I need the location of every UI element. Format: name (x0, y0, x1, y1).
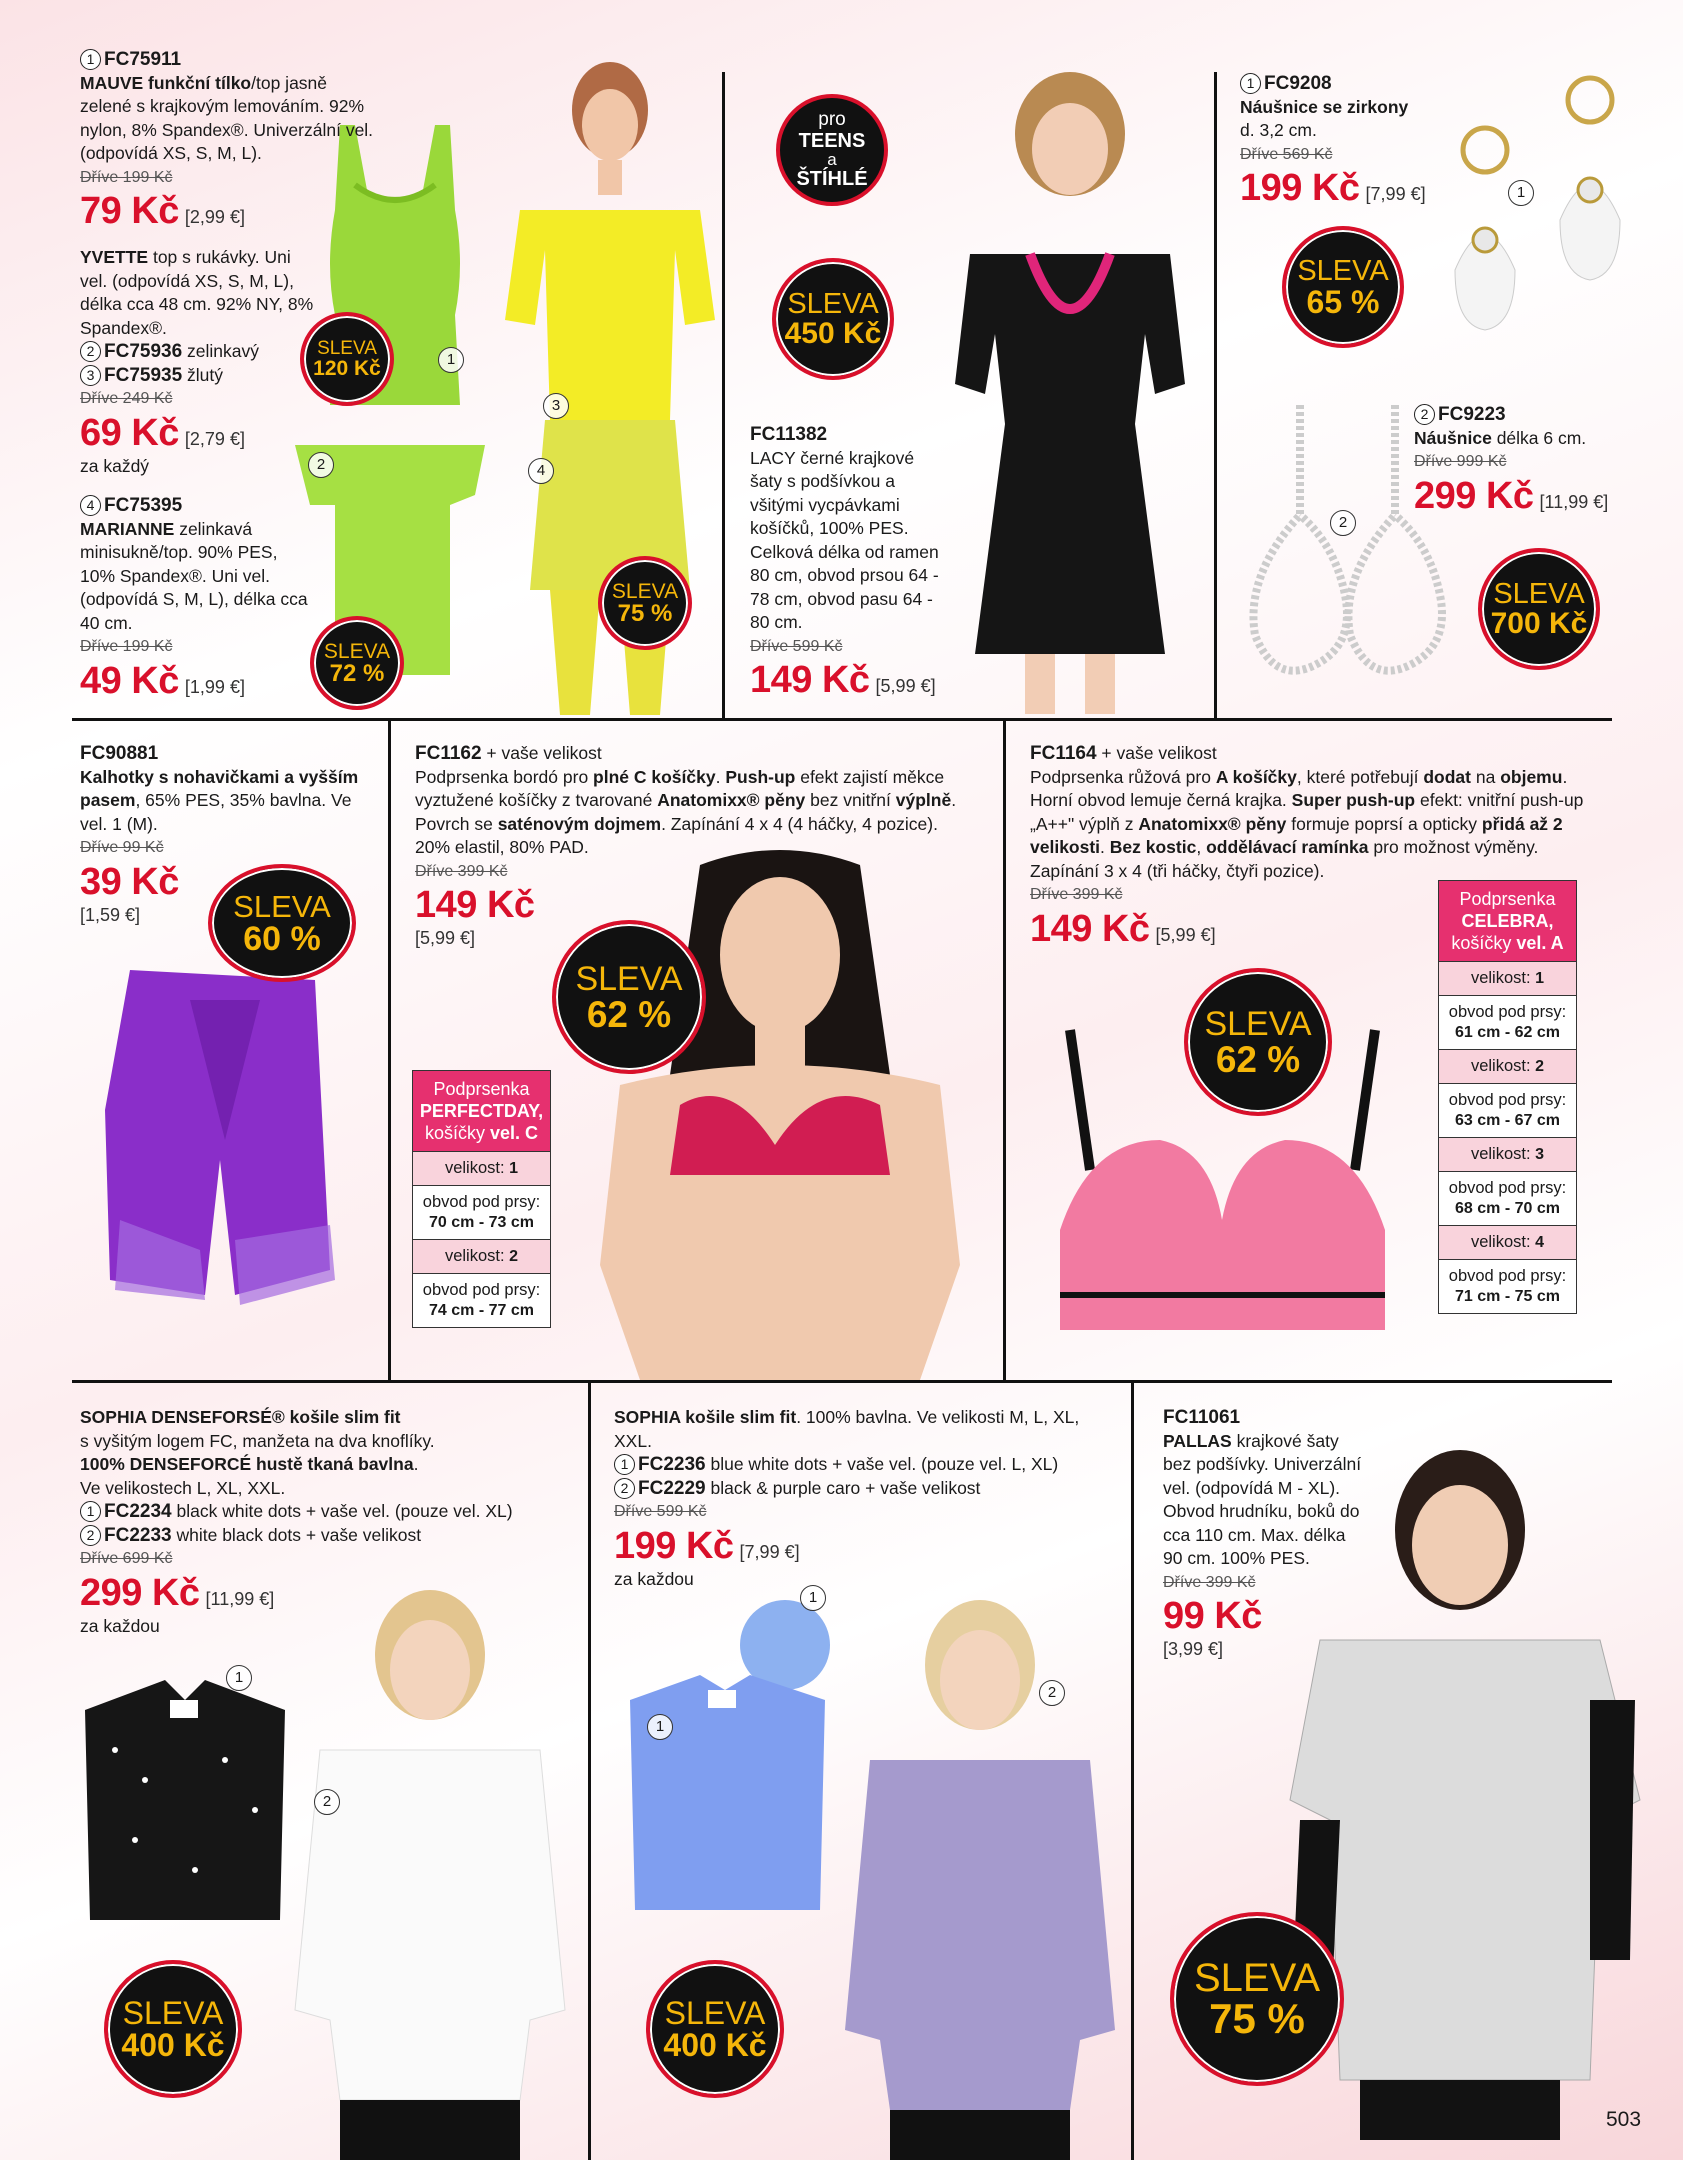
divider-v-5 (588, 1382, 591, 2160)
size-table-celebra (1438, 880, 1577, 1314)
product-desc: s vyšitým logem FC, manžeta na dva knoflíky. (80, 1430, 435, 1451)
size-value: 2 (1535, 1058, 1545, 1075)
product-code: FC9223 (1438, 404, 1506, 425)
fc1162-block (415, 742, 960, 951)
desc-bold: Push-up (725, 766, 796, 787)
desc-bold: Anatomixx® pěny (657, 790, 806, 810)
box-line: Podprsenka (1459, 889, 1556, 909)
size-row (413, 1151, 550, 1185)
price-eur: [3,99 €] (1163, 1639, 1224, 1659)
price: 299 Kč (1414, 474, 1534, 517)
size-table-header (413, 1071, 550, 1151)
old-price: Dříve 999 Kč (1414, 453, 1507, 470)
old-price: Dříve 399 Kč (1030, 886, 1123, 903)
box-line-bold: CELEBRA, (1461, 911, 1554, 931)
product-code: FC1164 (1030, 743, 1097, 764)
desc-bold: plné C košíčky (593, 766, 716, 787)
teens-line1: pro (818, 109, 846, 130)
badge-value: 450 Kč (784, 316, 882, 350)
badge-label: SLEVA (233, 888, 331, 924)
variant-number: 3 (80, 365, 101, 386)
product-code: FC11061 (1163, 1407, 1241, 1428)
teens-line2: TEENS (798, 130, 866, 152)
product-desc: d. 3,2 cm. (1240, 120, 1317, 140)
desc-part: . Zapínání 4 x 4 (4 háčky, 4 pozice). 20% elastil, 80% PAD. (415, 813, 938, 857)
teens-badge (776, 94, 888, 206)
badge-label: SLEVA (1194, 1956, 1320, 2000)
price-eur: [7,99 €] (1365, 184, 1426, 204)
product-desc: . 100% bavlna. Ve velikosti M, L, XL, XXL. (614, 1407, 1080, 1451)
range-label: obvod pod prsy: (422, 1281, 541, 1299)
product-sizes: Ve velikostech L, XL, XXL. (80, 1477, 286, 1498)
desc-bold: Anatomixx® pěny (1138, 813, 1287, 834)
product-desc: délka 6 cm. (1496, 427, 1587, 448)
old-price: Dříve 99 Kč (80, 839, 164, 856)
variant-code: FC75936 (104, 341, 183, 362)
product-code: FC75395 (104, 495, 183, 516)
product-name: MAUVE funkční tílko (80, 72, 252, 93)
price-eur: [2,79 €] (184, 428, 245, 449)
size-row (1439, 961, 1576, 995)
product-name: MARIANNE (80, 518, 175, 539)
price: 149 Kč (750, 659, 870, 701)
marker-2: 2 (314, 1789, 340, 1815)
desc-part: na (1471, 766, 1501, 787)
variant-color: zelinkavý (187, 341, 260, 361)
discount-badge-fc9208 (1282, 226, 1404, 348)
variant-code: FC2233 (104, 1524, 172, 1546)
marker-2: 2 (308, 452, 334, 478)
desc-bold: přidá až 2 velikosti (1030, 813, 1563, 857)
discount-badge-fc90881 (208, 864, 356, 982)
product-desc: krajkové šaty bez podšívky. Univerzální vel. (odpovídá M - XL). Obvod hrudníku, boků do cca 110 cm. Max. délka 90 cm. 100% PES. (1163, 1430, 1362, 1568)
marker-4: 4 (528, 458, 554, 484)
price: 149 Kč (1030, 907, 1150, 950)
range-value: 68 cm - 70 cm (1455, 1200, 1560, 1217)
product-desc: zelinkavá minisukně/top. 90% PES, 10% Spandex®. Uni vel. (odpovídá S, M, L), délka cca 40 cm. (80, 518, 308, 633)
size-label: velikost: (444, 1159, 510, 1177)
range-value: 74 cm - 77 cm (429, 1302, 534, 1319)
badge-label: SLEVA (1204, 1004, 1312, 1043)
badge-value: 75 % (1209, 1995, 1305, 2042)
product-name: SOPHIA košile slim fit (614, 1407, 797, 1427)
white-shirt-model-image (280, 1580, 580, 2160)
fc9223-block (1414, 403, 1634, 518)
desc-part: Podprsenka bordó pro (415, 766, 594, 787)
size-row (1439, 995, 1576, 1049)
discount-badge-top (310, 616, 404, 710)
product-name: YVETTE (80, 247, 149, 267)
price-eur: [7,99 €] (739, 1541, 800, 1562)
range-label: obvod pod prsy: (1448, 1179, 1567, 1197)
size-value: 2 (509, 1248, 519, 1265)
product-code: FC75911 (104, 49, 182, 70)
price-eur: [11,99 €] (205, 1588, 275, 1609)
old-price: Dříve 569 Kč (1240, 145, 1333, 163)
product-desc: , 65% PES, 35% bavlna. Ve vel. 1 (M). (80, 790, 352, 834)
variant-number: 1 (80, 1501, 101, 1522)
discount-badge-fc1164 (1184, 968, 1332, 1116)
size-row (1439, 1225, 1576, 1259)
size-row (1439, 1259, 1576, 1313)
box-line-bold: vel. C (489, 1123, 539, 1143)
sophia-block (614, 1406, 1114, 1591)
fc9208-block (1240, 72, 1460, 210)
discount-badge-lacy (772, 258, 894, 380)
product-material: 100% DENSEFORCÉ hustě tkaná bavlna (80, 1454, 414, 1474)
product-desc: /top jasně zelené s krajkovým lemováním. 92% nylon, 8% Spandex®. Univerzální vel. (odpovídá XS, S, M, L). (80, 72, 374, 163)
size-value: 3 (1535, 1146, 1545, 1163)
marker-2: 2 (1039, 1680, 1065, 1706)
size-row (1439, 1171, 1576, 1225)
purple-check-shirt-model-image (830, 1590, 1130, 2160)
marker-1: 1 (226, 1665, 252, 1691)
black-dress-model-image (930, 64, 1210, 714)
range-label: obvod pod prsy: (1448, 1091, 1567, 1109)
box-line: Podprsenka (433, 1079, 530, 1099)
teens-line4: ŠTÍHLÉ (796, 168, 868, 190)
badge-value: 62 % (586, 993, 672, 1035)
teens-line3: a (827, 150, 837, 169)
desc-bold: oddělávací ramínka (1206, 837, 1369, 857)
desc-bold: saténovým dojmem (497, 813, 662, 834)
price-eur: [1,99 €] (184, 676, 245, 697)
size-label: velikost: (1470, 969, 1536, 987)
price-eur: [11,99 €] (1539, 491, 1609, 512)
size-row (413, 1239, 550, 1273)
divider-v-2 (1214, 72, 1217, 720)
earrings-zircon-image (1430, 70, 1630, 360)
fc75395-block (80, 494, 310, 703)
badge-value: 120 Kč (313, 357, 381, 380)
badge-label: SLEVA (575, 959, 683, 998)
price: 299 Kč (80, 1571, 200, 1614)
badge-label: SLEVA (323, 639, 391, 663)
product-code: FC1162 (415, 743, 482, 764)
price: 149 Kč (415, 884, 535, 926)
range-label: obvod pod prsy: (1448, 1003, 1567, 1021)
variant-color: žlutý (187, 364, 224, 385)
variant-number: 2 (1414, 404, 1435, 425)
size-table-header (1439, 881, 1576, 961)
size-row (1439, 1083, 1576, 1137)
discount-badge-fc1162 (552, 920, 706, 1074)
black-dots-shirt-image (75, 1670, 295, 1930)
product-name: SOPHIA DENSEFORSÉ® košile slim fit (80, 1407, 401, 1427)
size-value: 4 (1535, 1234, 1545, 1251)
old-price: Dříve 699 Kč (80, 1550, 173, 1567)
size-label: velikost: (1470, 1145, 1536, 1163)
product-name: LACY (750, 447, 796, 468)
variant-text: white black dots + vaše velikost (176, 1524, 422, 1545)
desc-part: efekt zajistí měkce vyztužené košíčky z tvarované (415, 766, 945, 810)
badge-value: 400 Kč (121, 2027, 225, 2063)
size-note: + vaše velikost (1101, 743, 1217, 763)
price: 69 Kč (80, 411, 179, 454)
variant-number: 1 (80, 49, 101, 70)
box-line-bold: vel. A (1516, 933, 1564, 953)
product-name: Kalhotky s nohavičkami a vyšším pasem (80, 766, 359, 810)
denseforse-block: SOPHIA DENSEFORSÉ® košile slim fit s vyšitým logem FC, manžeta na dva knoflíky. 100% DENSEFORCÉ hustě tkaná bavlna. Ve velikostech L, XL, XXL. 1 FC2234 black white dots + vaše vel. (pouze vel. XL) 2 FC2233 white black dots + vaše velikost Dříve 699 Kč 299 Kč [11,99 €] za každou (80, 1406, 560, 1638)
discount-badge-sophia (646, 1960, 784, 2098)
desc-part: . Povrch se (415, 790, 957, 834)
size-label: velikost: (444, 1247, 510, 1265)
range-value: 70 cm - 73 cm (429, 1214, 534, 1231)
desc-part: . (1100, 837, 1110, 857)
fc11061-block (1163, 1406, 1363, 1662)
price-note: za každý (80, 455, 150, 476)
size-value: 1 (509, 1160, 519, 1177)
size-label: velikost: (1470, 1233, 1536, 1251)
variant-text: black white dots + vaše vel. (pouze vel. XL) (176, 1501, 513, 1521)
fc75911-block (80, 48, 380, 233)
discount-badge-denseforse (104, 1960, 242, 2098)
price-eur: [5,99 €] (415, 928, 476, 948)
price-eur: [2,99 €] (184, 207, 245, 227)
desc-part: . Horní obvod lemuje černá krajka. (1030, 766, 1568, 810)
size-row (1439, 1049, 1576, 1083)
badge-label: SLEVA (611, 579, 679, 603)
marker-1: 1 (438, 347, 464, 373)
variant-number: 1 (1240, 73, 1261, 94)
desc-bold: Bez kostic (1109, 837, 1197, 857)
desc-bold: dodat (1423, 766, 1471, 787)
desc-bold: Super push-up (1291, 790, 1416, 810)
badge-label: SLEVA (122, 1995, 224, 2031)
badge-label: SLEVA (1297, 254, 1389, 287)
price: 199 Kč (614, 1524, 734, 1567)
badge-value: 400 Kč (663, 2027, 767, 2063)
marker-1: 1 (800, 1585, 826, 1611)
size-row (413, 1185, 550, 1239)
old-price: Dříve 599 Kč (750, 637, 843, 655)
product-code: FC11382 (750, 424, 828, 445)
size-row (1439, 1137, 1576, 1171)
variant-number: 4 (80, 495, 101, 516)
box-line: košíčky (1451, 933, 1517, 953)
discount-badge-skirt (598, 556, 692, 650)
variant-code: FC75935 (104, 364, 183, 386)
desc-part: . (715, 766, 726, 787)
variant-text: blue white dots + vaše vel. (pouze vel. L, XL) (710, 1454, 1059, 1474)
size-note: + vaše velikost (486, 743, 602, 763)
purple-shorts-image (90, 960, 350, 1360)
badge-label: SLEVA (1493, 577, 1585, 610)
desc-part: , (1196, 837, 1207, 857)
price: 99 Kč (1163, 1595, 1262, 1637)
desc-bold: A košíčky (1215, 766, 1297, 787)
desc-part: efekt: vnitřní push-up „A++" výplň z (1030, 790, 1584, 834)
size-row (413, 1273, 550, 1327)
product-desc: top s rukávky. Uni vel. (odpovídá XS, S, M, L), délka cca 48 cm. 92% NY, 8% Spandex®. (80, 247, 314, 338)
variant-code: FC2236 (638, 1454, 706, 1475)
badge-label: SLEVA (664, 1995, 766, 2031)
divider-v-3 (388, 720, 391, 1382)
old-price: Dříve 599 Kč (614, 1503, 707, 1520)
range-value: 71 cm - 75 cm (1455, 1288, 1560, 1305)
discount-badge-fc11061 (1170, 1912, 1344, 2086)
variant-number: 2 (80, 1525, 101, 1546)
fc11382-block (750, 423, 950, 702)
divider-h-2 (72, 1380, 1612, 1383)
badge-label: SLEVA (787, 287, 879, 320)
old-price: Dříve 199 Kč (80, 168, 173, 186)
range-label: obvod pod prsy: (422, 1193, 541, 1211)
badge-value: 65 % (1306, 283, 1380, 320)
badge-value: 75 % (617, 599, 673, 627)
variant-number: 2 (614, 1478, 635, 1499)
blue-shirt-image (620, 1590, 830, 1920)
size-label: velikost: (1470, 1057, 1536, 1075)
product-code: FC90881 (80, 743, 159, 764)
price-eur: [5,99 €] (875, 676, 936, 696)
desc-bold: výplně (895, 790, 952, 810)
marker-2: 2 (1330, 510, 1356, 536)
desc-bold: objemu (1500, 766, 1563, 787)
variant-code: FC2229 (638, 1477, 706, 1499)
badge-value: 60 % (243, 919, 321, 958)
badge-value: 62 % (1215, 1038, 1301, 1080)
marker-1: 1 (1508, 180, 1534, 206)
divider-v-4 (1003, 720, 1006, 1382)
variant-number: 1 (614, 1454, 635, 1475)
range-value: 63 cm - 67 cm (1455, 1112, 1560, 1129)
marker-1: 1 (647, 1714, 673, 1740)
old-price: Dříve 399 Kč (415, 862, 508, 880)
price-note: za každou (80, 1615, 160, 1636)
box-line: košíčky (424, 1123, 490, 1143)
product-name: PALLAS (1163, 1430, 1232, 1451)
divider-v-6 (1131, 1382, 1134, 2160)
variant-text: black & purple caro + vaše velikost (710, 1477, 981, 1498)
variant-number: 2 (80, 341, 101, 362)
size-table-perfectday (412, 1070, 551, 1328)
product-code: FC9208 (1264, 73, 1332, 94)
old-price: Dříve 249 Kč (80, 390, 173, 407)
desc-part: pro možnost výměny. Zapínání 3 x 4 (tři háčky, čtyři pozice). (1030, 837, 1539, 881)
page-number: 503 (1606, 2108, 1642, 2131)
badge-label: SLEVA (317, 338, 377, 359)
price: 39 Kč (80, 860, 179, 903)
old-price: Dříve 199 Kč (80, 638, 173, 655)
desc-part: bez vnitřní (805, 790, 896, 810)
product-desc: černé krajkové šaty s podšívkou a všitými vycpávkami košíčků, 100% PES. Celková délka od ramen 80 cm, obvod prsou 64 - 78 cm, obvod pasu 64 - 80 cm. (750, 447, 939, 632)
badge-value: 700 Kč (1490, 606, 1588, 640)
old-price: Dříve 399 Kč (1163, 1573, 1256, 1591)
price-eur: [5,99 €] (1155, 924, 1216, 945)
product-name: Náušnice se zirkony (1240, 96, 1409, 117)
size-value: 1 (1535, 970, 1545, 987)
price: 79 Kč (80, 190, 179, 232)
desc-part: Podprsenka růžová pro (1030, 766, 1216, 787)
variant-code: FC2234 (104, 1501, 172, 1522)
desc-part: formuje poprsí a opticky (1286, 813, 1482, 834)
divider-h-1 (72, 718, 1612, 721)
desc-part: , které potřebují (1296, 766, 1424, 787)
price-eur: [1,59 €] (80, 904, 141, 925)
price: 199 Kč (1240, 167, 1360, 209)
price-note: za každou (614, 1568, 694, 1589)
marker-3: 3 (543, 393, 569, 419)
price: 49 Kč (80, 659, 179, 702)
range-value: 61 cm - 62 cm (1455, 1024, 1560, 1041)
range-label: obvod pod prsy: (1448, 1267, 1567, 1285)
box-line-bold: PERFECTDAY, (419, 1101, 544, 1121)
yvette-block (80, 246, 320, 478)
discount-badge-fc9223 (1478, 548, 1600, 670)
product-name: Náušnice (1414, 427, 1492, 448)
badge-value: 72 % (329, 659, 385, 687)
discount-badge-yvette (300, 312, 394, 406)
